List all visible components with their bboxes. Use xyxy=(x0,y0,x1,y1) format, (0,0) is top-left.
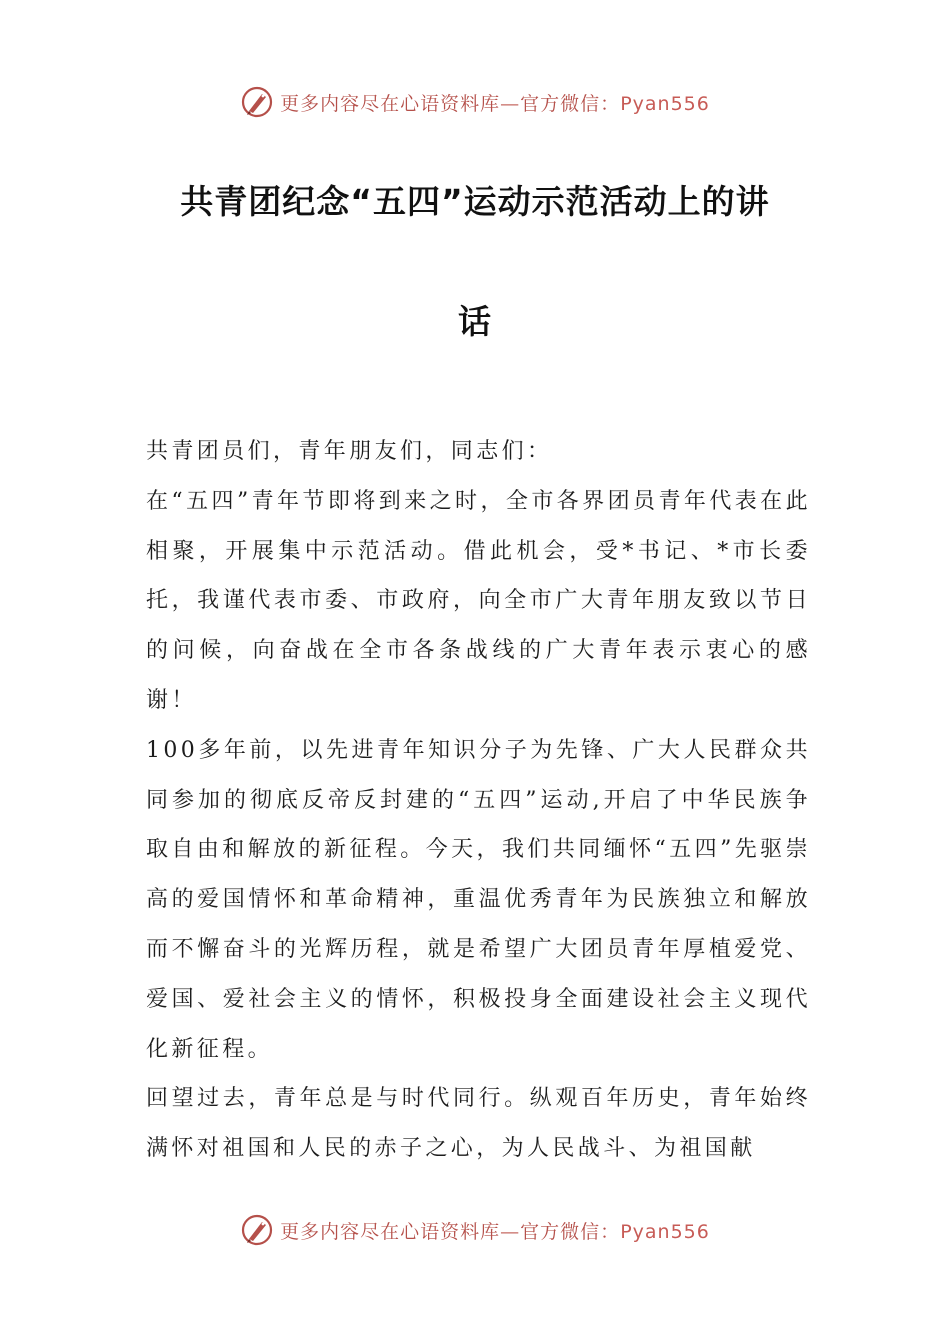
speech-body xyxy=(146,427,811,1174)
document-title-line-1: 共青团纪念“五四”运动示范活动上的讲 xyxy=(180,182,770,221)
watermark-text: 更多内容尽在心语资料库—官方微信：Pyan556 xyxy=(280,92,710,115)
pen-nib-logo-icon xyxy=(240,1213,274,1247)
watermark-text: 更多内容尽在心语资料库—官方微信：Pyan556 xyxy=(280,1220,710,1243)
footer-watermark xyxy=(0,1210,950,1250)
pen-nib-logo-icon xyxy=(240,85,274,119)
salutation-paragraph: 共青团员们，青年朋友们，同志们： xyxy=(146,439,553,464)
body-paragraph: 100多年前，以先进青年知识分子为先锋、广大人民群众共同参加的彻底反帝反封建的“五四”运动,开启了中华民族争取自由和解放的新征程。今天，我们共同缅怀“五四”先驱崇高的爱国情怀和革命精神，重温优秀青年为民族独立和解放而不懈奋斗的光辉历程，就是希望广大团员青年厚植爱党、爱国、爱社会主义的情怀，积极投身全面建设社会主义现代化新征程。 xyxy=(146,737,811,1062)
body-paragraph: 在“五四”青年节即将到来之时，全市各界团员青年代表在此相聚，开展集中示范活动。借此机会，受*书记、*市长委托，我谨代表市委、市政府，向全市广大青年朋友致以节日的问候，向奋战在全市各条战线的广大青年表示衷心的感谢！ xyxy=(146,488,811,713)
body-paragraph: 回望过去，青年总是与时代同行。纵观百年历史，青年始终满怀对祖国和人民的赤子之心，为人民战斗、为祖国献 xyxy=(146,1086,811,1162)
header-watermark xyxy=(0,82,950,122)
document-title-line-2: 话 xyxy=(458,302,492,341)
